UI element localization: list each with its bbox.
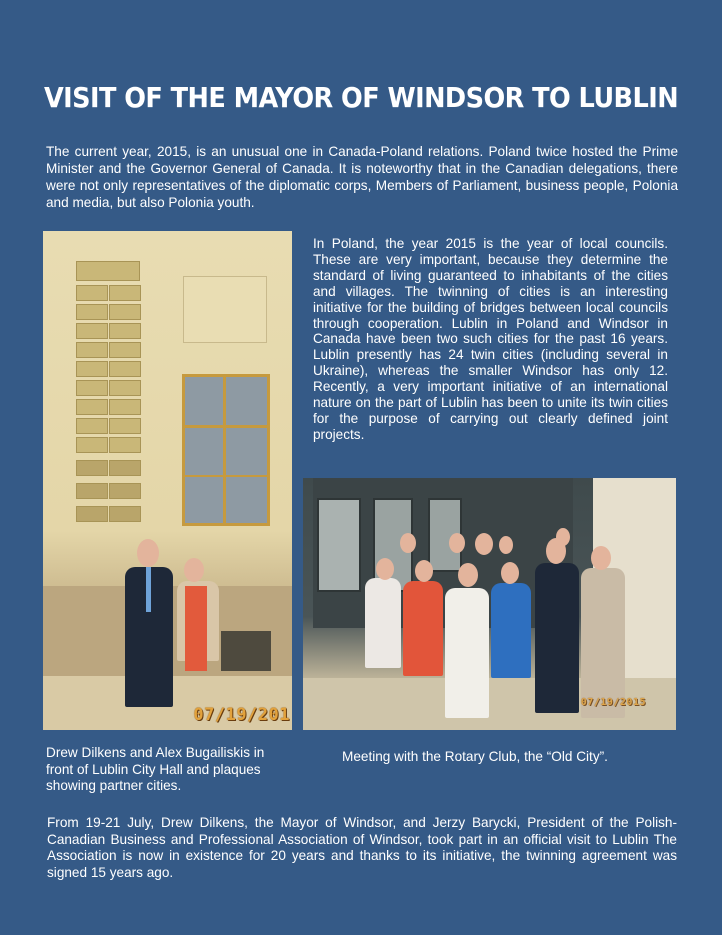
city-hall-photo (43, 231, 292, 730)
intro-paragraph: The current year, 2015, is an unusual one in Canada-Poland relations. Poland twice hosted the Prime Minister and the Governor General of Canada. It is noteworthy that in the Canadian delegations, there were not only representatives of the diplomatic corps, Members of Parliament, business people, Polonia and media, but also Polonia youth. (46, 144, 678, 210)
person (581, 568, 625, 718)
red-dress (185, 586, 207, 671)
head (501, 562, 519, 584)
page-title: VISIT OF THE MAYOR OF WINDSOR TO LUBLIN (43, 82, 679, 115)
building-window (182, 374, 270, 526)
caption-city-hall: Drew Dilkens and Alex Bugailiskis in front of Lublin City Hall and plaques showing partner cities. (46, 745, 265, 793)
head (184, 558, 204, 582)
facade-window (317, 498, 361, 592)
head (449, 533, 465, 553)
side-paragraph: In Poland, the year 2015 is the year of local councils. These are very important, because they determine the standard of living guaranteed to inhabitants of the cities and villages. The twinning of cities is an interesting initiative for the building of bridges between local councils through cooperation. Lublin in Poland and Windsor in Canada have been two such cities for the past 16 years. Lublin presently has 24 twin cities (including several in Ukraine), whereas the smaller Windsor has only 12. Recently, a very important initiative of an international nature on the part of Lublin has been to unite its twin cities for the purpose of carrying out clearly defined joint projects. (313, 236, 668, 442)
head (458, 563, 478, 587)
date-stamp: 07/19/2015 (580, 697, 646, 708)
head (376, 558, 394, 580)
head (137, 539, 159, 567)
blue-tie (146, 567, 151, 612)
person (535, 563, 579, 713)
head (499, 536, 513, 554)
person (445, 588, 489, 718)
wall-panel (183, 276, 267, 343)
basement-window (221, 631, 271, 671)
head (591, 546, 611, 570)
person (491, 583, 531, 678)
person (403, 581, 443, 676)
closing-paragraph: From 19-21 July, Drew Dilkens, the Mayor of Windsor, and Jerzy Barycki, President of the Polish-Canadian Business and Professional Association of Windsor, took part in an official visit to Lublin The Association is now in existence for 20 years and thanks to its initiative, the twinning agreement was signed 15 years ago. (47, 815, 677, 880)
date-stamp: 07/19/201 (193, 705, 290, 725)
caption-rotary-club: Meeting with the Rotary Club, the “Old City”. (342, 749, 608, 764)
head (400, 533, 416, 553)
head (556, 528, 570, 546)
head (475, 533, 493, 555)
rotary-club-group-photo (303, 478, 676, 730)
head (415, 560, 433, 582)
person (365, 578, 401, 668)
